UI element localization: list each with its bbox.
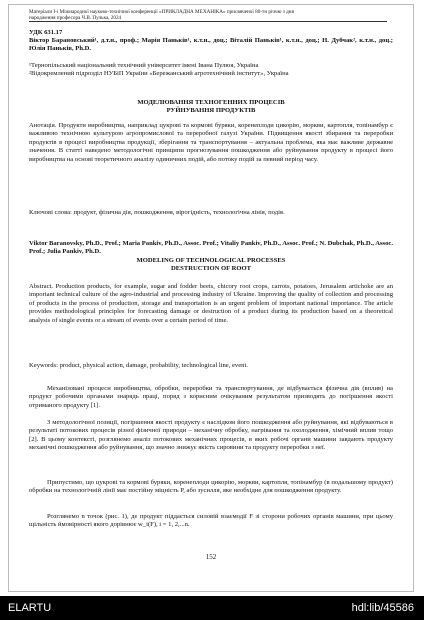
repository-name: ELARTU (8, 602, 52, 614)
page-number: 152 (205, 553, 217, 561)
header-rule (29, 21, 387, 22)
body-paragraph-1: Механізовані процеси виробництва, обробки, переробки та транспортування, де відбувається фізична дія (вплив) на продукт робочими органами знарядь праці, поряд з корисним очікуваним результатом призводять до погіршення якості отриманого продукту [1]. (29, 385, 393, 409)
udk-code: УДК 631.17 (29, 29, 63, 36)
body-paragraph-3: Припустимо, що цукрові та кормові буряки, коренеплоди цикорію, моркви, картопля, топінамбур (в подальшому продукт) обробки на технологічній лінії має постійну міцність P, або зусилля, яке необхідне для пошкодження продукту. (29, 479, 393, 495)
keywords-uk: Ключові слова: продукт, фізична дія, пошкодження, вірогідність, технологічна лінія, подія. (29, 209, 285, 216)
body-paragraph-4: Розглянемо n точок (рис. 1), де продукт піддається силовій взаємодії F зі сторони робочих органів машини, при цьому щільність ймовірності якого дорівнює w_i(F), i = 1, 2,...n. (29, 513, 393, 529)
conference-header (29, 9, 387, 21)
authors-uk: Віктор Барановський¹, д.т.н., проф.; Марія Паньків¹, к.т.н., доц.; Віталій Паньків¹, к.т.н., доц.; Н. Дубчак², к.т.н., доц.; Юлія Паньків, Ph.D. (29, 37, 393, 53)
affiliation-2: ²Відокремлений підрозділ НУБіП України «Бережанський агротехнічний інститут», Україна (29, 70, 289, 77)
handle-id: hdl:lib/45586 (351, 602, 414, 614)
title-en-line-2: DESTRUCTION OF ROOT (171, 265, 251, 272)
header-line-2: народження професора Ч.В. Пулька, 2024 (29, 15, 122, 21)
abstract-uk: Анотація. Продукти виробництва, наприклад цукрові та кормові буряки, коренеплоди цикорію, моркви, картопля, топінамбур є важливою технічною культурою агропромислової та переробної галузі України. Підвищення якості збирання та переробки продуктів в процесі виробництва продукції, зберігання та транспортування – актуальна проблема, яка має важливе державне значення. В статті наведено методологічні принципи прогнозування пошкодження або руйнування продукту в процесі його виробництва на основі теоретичного аналізу одиничних подій, або потоку подій за певний період часу. (29, 122, 393, 163)
title-en-line-1: MODELING OF TECHNOLOGICAL PROCESSES (136, 257, 286, 264)
title-uk-line-1: МОДЕЛЮВАННЯ ТЕХНОГЕННИХ ПРОЦЕСІВ (137, 99, 285, 106)
paper-page (8, 4, 414, 592)
keywords-en: Keywords: product, physical action, damage, probability, technological line, event. (29, 362, 248, 369)
header-line-1: Матеріали І-і Міжнародної науково-технічної конференції «ПРИКЛАДНА МЕХАНІКА» присвяченої 80-ти річчю з дня (29, 9, 294, 15)
abstract-en: Abstract. Production products, for example, sugar and fodder beets, chicory root crops, carrots, potatoes, Jerusalem artichoke are an important technical culture of the agro-industrial and processing industry of Ukraine. Improving the quality of collection and processing of products in the process of production, storage and transportation is an urgent problem of important national importance. The article provides methodological principles for forecasting damage or destruction of a product during its production based on a theoretical analysis of single events or a stream of events over a certain period of time. (29, 283, 393, 324)
affiliation-1: ¹Тернопільський національний технічний університет імені Івана Пулюя, Україна (29, 62, 259, 69)
body-paragraph-2: З методологічної позиції, погіршення якості продукту є наслідком його пошкодження або руйнування, які відбуваються в результаті потокових процесів різної фізичної природи – механічну обробку, нагрівання та охолодження, хімічний вплив тощо [2]. В цьому контексті, розглянемо аналіз потокових механічних процесів, в яких робочі органи машини завдають продукту механічні пошкодження або руйнування, що значно знижує якість сировини та продукту переробки з неї. (29, 419, 393, 452)
footer-bar (0, 596, 424, 620)
title-uk-line-2: РУЙНУВАННЯ ПРОДУКТІВ (166, 107, 256, 114)
authors-en: Viktor Baranovsky, Ph.D., Prof.; Maria Pankiv, Ph.D., Assoc. Prof.; Vitaliy Pankiv, Ph.D., Assoc. Prof.; N. Dubchak, Ph.D., Assoc. Prof.; Julia Pankiv, Ph.D. (29, 240, 393, 256)
